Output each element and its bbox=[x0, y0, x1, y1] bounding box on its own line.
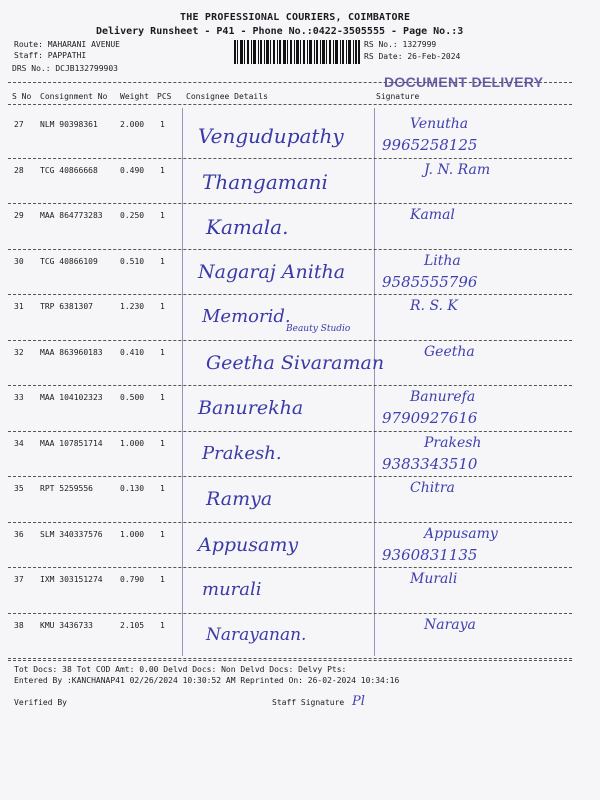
entered-by-line: Entered By :KANCHANAP41 02/26/2024 10:30:52 AM Reprinted On: 26-02-2024 10:34:16 bbox=[14, 676, 400, 685]
row-sno: 32 bbox=[14, 347, 24, 357]
row-pcs: 1 bbox=[160, 165, 165, 175]
row-divider bbox=[8, 340, 572, 341]
row-weight: 0.510 bbox=[120, 256, 145, 266]
row-weight: 0.250 bbox=[120, 211, 145, 220]
row-consignment-no: IXM 303151274 bbox=[40, 575, 103, 584]
divider bbox=[8, 82, 572, 83]
row-signature: Murali bbox=[410, 571, 458, 587]
row-sno: 34 bbox=[14, 438, 24, 448]
row-divider bbox=[8, 249, 572, 250]
row-sno: 29 bbox=[14, 211, 24, 220]
row-consignee-handwriting: Banurekha bbox=[198, 397, 304, 419]
row-consignment-no: MAA 863960183 bbox=[40, 347, 103, 357]
row-divider bbox=[8, 613, 572, 614]
document-delivery-stamp: DOCUMENT DELIVERY bbox=[384, 74, 544, 90]
row-phone-handwriting: 9360831135 bbox=[382, 545, 478, 564]
col-header-sno: S No bbox=[12, 92, 32, 101]
row-sno: 27 bbox=[14, 120, 24, 129]
row-phone-handwriting: 9790927616 bbox=[382, 409, 478, 427]
row-signature: Appusamy bbox=[424, 525, 498, 542]
row-weight: 0.500 bbox=[120, 393, 145, 402]
runsheet-subtitle: Delivery Runsheet - P41 - Phone No.:0422-3505555 - Page No.:3 bbox=[96, 26, 464, 37]
row-consignee-handwriting: Nagaraj Anitha bbox=[198, 260, 346, 283]
staff-label: Staff: PAPPATHI bbox=[14, 51, 87, 60]
row-sno: 35 bbox=[14, 484, 24, 493]
col-header-signature: Signature bbox=[376, 92, 420, 101]
row-signature: Naraya bbox=[424, 616, 476, 633]
route-label: Route: MAHARANI AVENUE bbox=[14, 40, 120, 49]
row-sno: 31 bbox=[14, 302, 24, 311]
row-consignee-handwriting: Geetha Sivaraman bbox=[206, 351, 385, 374]
row-sno: 37 bbox=[14, 575, 24, 584]
row-pcs: 1 bbox=[160, 438, 165, 448]
row-divider bbox=[8, 658, 572, 659]
row-consignment-no: TCG 40866109 bbox=[40, 256, 98, 266]
row-divider bbox=[8, 476, 572, 477]
verified-by-label: Verified By bbox=[14, 698, 67, 707]
row-pcs: 1 bbox=[160, 575, 165, 584]
row-consignee-handwriting: Thangamani bbox=[202, 169, 328, 194]
row-pcs: 1 bbox=[160, 120, 165, 129]
row-pcs: 1 bbox=[160, 302, 165, 311]
row-sno: 36 bbox=[14, 529, 24, 539]
row-consignment-no: MAA 864773283 bbox=[40, 211, 103, 220]
row-signature: Prakesh bbox=[424, 434, 482, 451]
divider bbox=[8, 104, 572, 105]
divider bbox=[8, 660, 572, 661]
row-divider bbox=[8, 294, 572, 295]
row-consignee-handwriting: murali bbox=[202, 579, 262, 600]
row-sno: 33 bbox=[14, 393, 24, 402]
row-consignment-no: NLM 90398361 bbox=[40, 120, 98, 129]
row-pcs: 1 bbox=[160, 256, 165, 266]
row-divider bbox=[8, 385, 572, 386]
staff-signature-handwriting: Pl bbox=[352, 694, 365, 709]
row-pcs: 1 bbox=[160, 529, 165, 539]
column-guide bbox=[182, 108, 183, 656]
row-consignment-no: MAA 104102323 bbox=[40, 393, 103, 402]
row-consignee-note: Beauty Studio bbox=[286, 324, 351, 334]
col-header-consignment: Consignment No bbox=[40, 92, 108, 101]
row-consignment-no: KMU 3436733 bbox=[40, 620, 93, 630]
row-consignee-handwriting: Vengudupathy bbox=[198, 124, 344, 148]
row-weight: 0.490 bbox=[120, 165, 145, 175]
row-divider bbox=[8, 567, 572, 568]
staff-signature-label: Staff Signature bbox=[272, 698, 345, 707]
row-consignee-handwriting: Memorid. bbox=[202, 306, 291, 327]
company-title: THE PROFESSIONAL COURIERS, COIMBATORE bbox=[180, 12, 411, 23]
row-weight: 1.230 bbox=[120, 302, 145, 311]
row-consignment-no: TCG 40866668 bbox=[40, 165, 98, 175]
row-sno: 30 bbox=[14, 256, 24, 266]
row-phone-handwriting: 9383343510 bbox=[382, 454, 478, 473]
row-consignment-no: TRP 6381307 bbox=[40, 302, 93, 311]
row-signature: J. N. Ram bbox=[424, 161, 491, 178]
row-weight: 1.000 bbox=[120, 438, 145, 448]
row-divider bbox=[8, 522, 572, 523]
row-signature: Litha bbox=[424, 252, 461, 269]
row-signature: Venutha bbox=[410, 116, 469, 132]
row-consignee-handwriting: Prakesh. bbox=[202, 442, 282, 464]
totals-line: Tot Docs: 38 Tot COD Amt: 0.00 Delvd Docs: Non Delvd Docs: Delvy Pts: bbox=[14, 665, 347, 674]
drs-label: DRS No.: DCJB132799903 bbox=[12, 64, 118, 73]
row-pcs: 1 bbox=[160, 211, 165, 220]
row-phone-handwriting: 9585555796 bbox=[382, 272, 478, 291]
row-signature: R. S. K bbox=[410, 298, 458, 314]
row-signature: Banurefa bbox=[410, 389, 476, 405]
row-weight: 1.000 bbox=[120, 529, 145, 539]
rs-date-label: RS Date: 26-Feb-2024 bbox=[364, 52, 461, 61]
row-divider bbox=[8, 203, 572, 204]
row-sno: 38 bbox=[14, 620, 24, 630]
row-signature: Chitra bbox=[410, 480, 455, 496]
row-pcs: 1 bbox=[160, 484, 165, 493]
col-header-consignee: Consignee Details bbox=[186, 92, 268, 101]
row-divider bbox=[8, 158, 572, 159]
row-consignee-handwriting: Kamala. bbox=[206, 215, 289, 239]
column-guide bbox=[374, 108, 375, 656]
rs-no-label: RS No.: 1327999 bbox=[364, 40, 437, 49]
row-pcs: 1 bbox=[160, 347, 165, 357]
row-consignment-no: RPT 5259556 bbox=[40, 484, 93, 493]
row-consignee-handwriting: Appusamy bbox=[198, 533, 299, 556]
barcode bbox=[234, 40, 360, 64]
row-pcs: 1 bbox=[160, 393, 165, 402]
row-sno: 28 bbox=[14, 165, 24, 175]
row-pcs: 1 bbox=[160, 620, 165, 630]
row-consignee-handwriting: Narayanan. bbox=[206, 624, 307, 645]
col-header-pcs: PCS bbox=[157, 92, 172, 101]
row-consignment-no: SLM 340337576 bbox=[40, 529, 103, 539]
row-weight: 2.000 bbox=[120, 120, 145, 129]
row-divider bbox=[8, 431, 572, 432]
row-signature: Kamal bbox=[410, 207, 455, 223]
row-weight: 0.410 bbox=[120, 347, 145, 357]
row-weight: 2.105 bbox=[120, 620, 145, 630]
row-signature: Geetha bbox=[424, 343, 475, 360]
row-consignment-no: MAA 107851714 bbox=[40, 438, 103, 448]
row-phone-handwriting: 9965258125 bbox=[382, 136, 478, 154]
row-weight: 0.130 bbox=[120, 484, 145, 493]
col-header-weight: Weight bbox=[120, 92, 149, 101]
row-weight: 0.790 bbox=[120, 575, 145, 584]
row-consignee-handwriting: Ramya bbox=[206, 488, 273, 510]
